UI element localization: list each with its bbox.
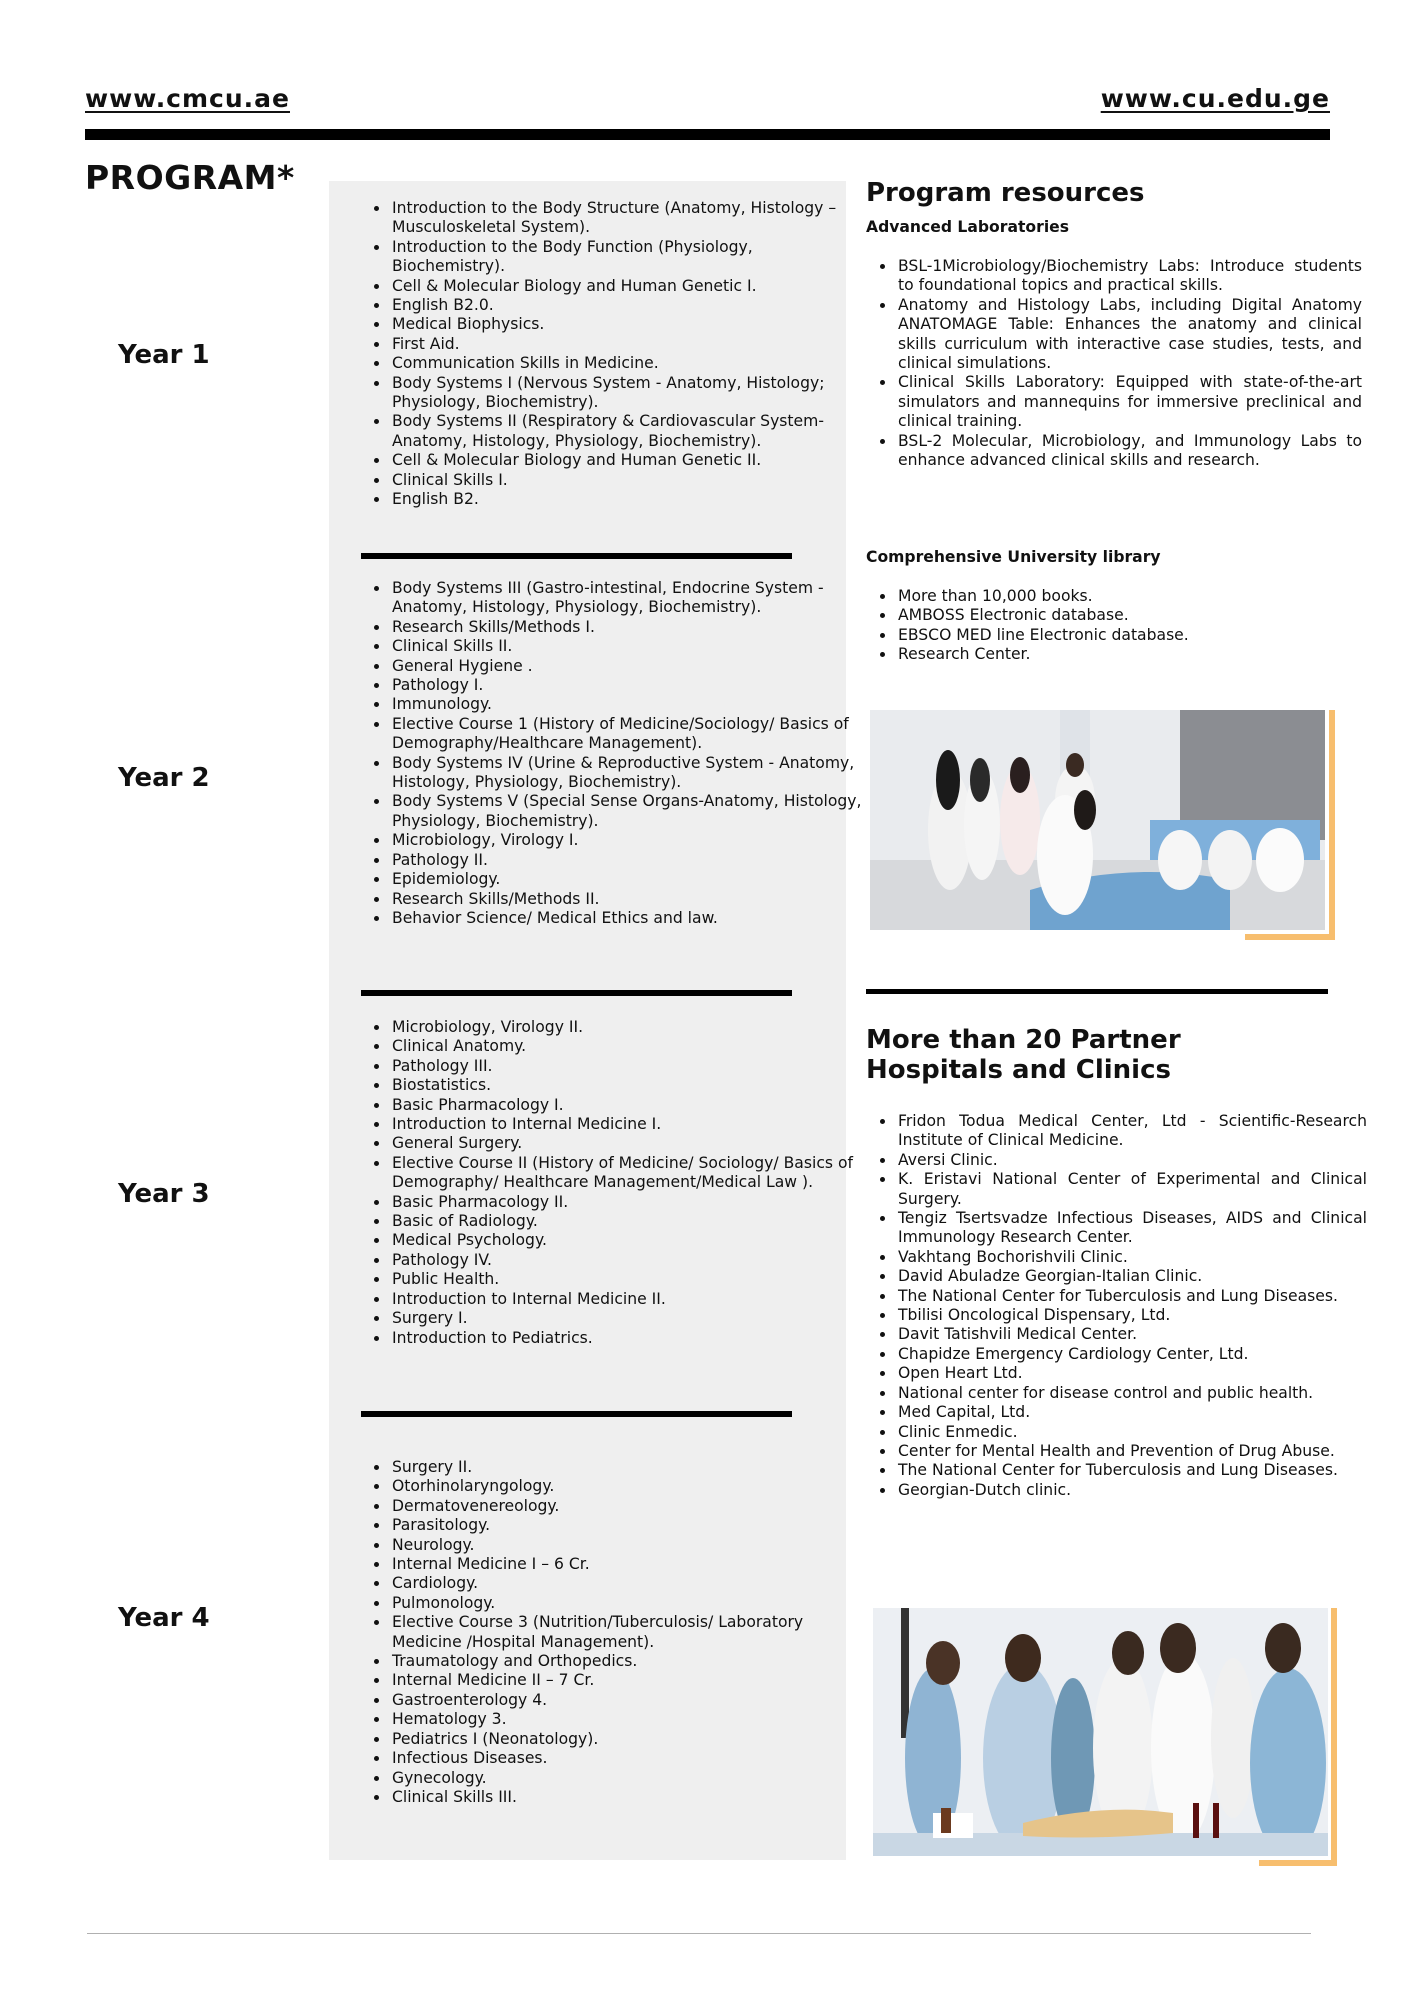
list-item: • Epidemiology. [390,870,870,889]
list-item: • Research Center. [896,645,1362,664]
list-item: • Research Skills/Methods II. [390,890,870,909]
list-item: • Parasitology. [390,1516,870,1535]
list-item: • Infectious Diseases. [390,1749,870,1768]
list-item: • English B2.0. [390,296,870,315]
list-item: • Chapidze Emergency Cardiology Center, Ltd. [896,1345,1367,1364]
labs-heading-block [866,218,1333,236]
list-item: • Cardiology. [390,1574,870,1593]
website-link-cu[interactable]: www.cu.edu.ge [1100,84,1330,113]
website-link-cmcu[interactable]: www.cmcu.ae [85,84,290,113]
year-label-2: Year 2 [118,763,210,793]
list-item: • The National Center for Tuberculosis and Lung Diseases. [896,1287,1367,1306]
list-item: • Open Heart Ltd. [896,1364,1367,1383]
list-item: • K. Eristavi National Center of Experimental and Clinical Surgery. [896,1170,1367,1209]
lab-photo [870,710,1325,930]
list-item: • Public Health. [390,1270,870,1289]
list-item: • Tengiz Tsertsvadze Infectious Diseases, AIDS and Clinical Immunology Research Center. [896,1209,1367,1248]
list-item: • Traumatology and Orthopedics. [390,1652,870,1671]
list-item: • Elective Course 1 (History of Medicine/Sociology/ Basics of Demography/Healthcare Management). [390,715,870,754]
list-item: • Gynecology. [390,1769,870,1788]
list-item: • Body Systems IV (Urine & Reproductive System - Anatomy, Histology, Physiology, Biochemistry). [390,754,870,793]
year-1-course-list [360,199,870,510]
list-item: • Elective Course 3 (Nutrition/Tuberculosis/ Laboratory Medicine /Hospital Management). [390,1613,870,1652]
list-item: • General Hygiene . [390,657,870,676]
list-item: • Body Systems II (Respiratory & Cardiovascular System-Anatomy, Histology, Physiology, Biochemistry). [390,412,870,451]
list-item: • Basic Pharmacology II. [390,1193,870,1212]
list-item: • Biostatistics. [390,1076,870,1095]
hospitals-title-block [866,1025,1333,1085]
list-item: • Clinical Skills III. [390,1788,870,1807]
list-item: • EBSCO MED line Electronic database. [896,626,1362,645]
year-3-course-list [360,1018,870,1348]
list-item: • Med Capital, Ltd. [896,1403,1367,1422]
labs-heading: Advanced Laboratories [866,218,1070,236]
hospitals-title-line1: More than 20 Partner [866,1025,1181,1055]
list-item: • Surgery I. [390,1309,870,1328]
year-divider [361,990,792,996]
year-2-course-list [360,579,870,928]
list-item: • Body Systems III (Gastro-intestinal, Endocrine System - Anatomy, Histology, Physiology, Biochemistry). [390,579,870,618]
list-item: • Body Systems I (Nervous System - Anatomy, Histology; Physiology, Biochemistry). [390,374,870,413]
lab-photo-image [870,710,1325,930]
list-item: • Otorhinolaryngology. [390,1477,870,1496]
list-item: • Dermatovenereology. [390,1497,870,1516]
list-item: • Introduction to Pediatrics. [390,1329,870,1348]
list-item: • Internal Medicine II – 7 Cr. [390,1671,870,1690]
header-divider-bar [85,129,1330,140]
year-label-3: Year 3 [118,1179,210,1209]
list-item: • Neurology. [390,1536,870,1555]
clinical-skills-photo [873,1608,1328,1856]
list-item: • Microbiology, Virology II. [390,1018,870,1037]
list-item: • Microbiology, Virology I. [390,831,870,850]
year-label-1: Year 1 [118,340,210,370]
year-divider [361,553,792,559]
list-item: • Communication Skills in Medicine. [390,354,870,373]
year-divider [361,1411,792,1417]
list-item: • Aversi Clinic. [896,1151,1367,1170]
list-item: • Gastroenterology 4. [390,1691,870,1710]
list-item: • Pathology I. [390,676,870,695]
list-item: • Anatomy and Histology Labs, including Digital Anatomy ANATOMAGE Table: Enhances the anatomy and clinical skills curriculum with interactive case studies, tests, and clinical simulations. [896,296,1362,374]
list-item: • Medical Biophysics. [390,315,870,334]
list-item: • Pathology III. [390,1057,870,1076]
library-list [866,587,1362,665]
list-item: • Pathology II. [390,851,870,870]
list-item: • AMBOSS Electronic database. [896,606,1362,625]
list-item: • Georgian-Dutch clinic. [896,1481,1367,1500]
list-item: • BSL-2 Molecular, Microbiology, and Immunology Labs to enhance advanced clinical skills and research. [896,432,1362,471]
list-item: • Pediatrics I (Neonatology). [390,1730,870,1749]
list-item: • Cell & Molecular Biology and Human Genetic II. [390,451,870,470]
list-item: • Research Skills/Methods I. [390,618,870,637]
list-item: • Introduction to the Body Structure (Anatomy, Histology – Musculoskeletal System). [390,199,870,238]
list-item: • Basic of Radiology. [390,1212,870,1231]
list-item: • Surgery II. [390,1458,870,1477]
list-item: • Body Systems V (Special Sense Organs-Anatomy, Histology, Physiology, Biochemistry). [390,792,870,831]
list-item: • Center for Mental Health and Prevention of Drug Abuse. [896,1442,1367,1461]
resources-title: Program resources [866,178,1145,208]
list-item: • Elective Course II (History of Medicine/ Sociology/ Basics of Demography/ Healthcare Management/Medical Law ). [390,1154,870,1193]
list-item: • General Surgery. [390,1134,870,1153]
footer-divider [87,1933,1311,1934]
list-item: • Introduction to the Body Function (Physiology, Biochemistry). [390,238,870,277]
hospitals-list [866,1112,1367,1500]
library-heading: Comprehensive University library [866,548,1161,566]
list-item: • Clinical Skills I. [390,471,870,490]
list-item: • Clinical Skills II. [390,637,870,656]
list-item: • English B2. [390,490,870,509]
clinical-skills-photo-image [873,1608,1328,1856]
list-item: • Pulmonology. [390,1594,870,1613]
labs-list [866,257,1362,470]
list-item: • Introduction to Internal Medicine I. [390,1115,870,1134]
list-item: • Davit Tatishvili Medical Center. [896,1325,1367,1344]
program-title: PROGRAM* [85,158,295,197]
list-item: • Vakhtang Bochorishvili Clinic. [896,1248,1367,1267]
list-item: • BSL-1Microbiology/Biochemistry Labs: Introduce students to foundational topics and practical skills. [896,257,1362,296]
resources-title-block [866,178,1333,208]
list-item: • More than 10,000 books. [896,587,1362,606]
list-item: • Fridon Todua Medical Center, Ltd - Scientific-Research Institute of Clinical Medicine. [896,1112,1367,1151]
list-item: • The National Center for Tuberculosis and Lung Diseases. [896,1461,1367,1480]
list-item: • Behavior Science/ Medical Ethics and law. [390,909,870,928]
list-item: • Pathology IV. [390,1251,870,1270]
list-item: • Introduction to Internal Medicine II. [390,1290,870,1309]
list-item: • Clinical Skills Laboratory: Equipped with state-of-the-art simulators and mannequins for immersive preclinical and clinical training. [896,373,1362,431]
library-heading-block [866,548,1333,566]
hospitals-title-line2: Hospitals and Clinics [866,1055,1171,1085]
list-item: • Clinic Enmedic. [896,1423,1367,1442]
year-4-course-list [360,1458,870,1807]
list-item: • First Aid. [390,335,870,354]
list-item: • Basic Pharmacology I. [390,1096,870,1115]
list-item: • Clinical Anatomy. [390,1037,870,1056]
list-item: • Internal Medicine I – 6 Cr. [390,1555,870,1574]
list-item: • Hematology 3. [390,1710,870,1729]
list-item: • Medical Psychology. [390,1231,870,1250]
list-item: • Cell & Molecular Biology and Human Genetic I. [390,277,870,296]
resources-divider [866,989,1328,994]
year-label-4: Year 4 [118,1603,210,1633]
list-item: • Tbilisi Oncological Dispensary, Ltd. [896,1306,1367,1325]
list-item: • David Abuladze Georgian-Italian Clinic. [896,1267,1367,1286]
list-item: • National center for disease control and public health. [896,1384,1367,1403]
list-item: • Immunology. [390,695,870,714]
